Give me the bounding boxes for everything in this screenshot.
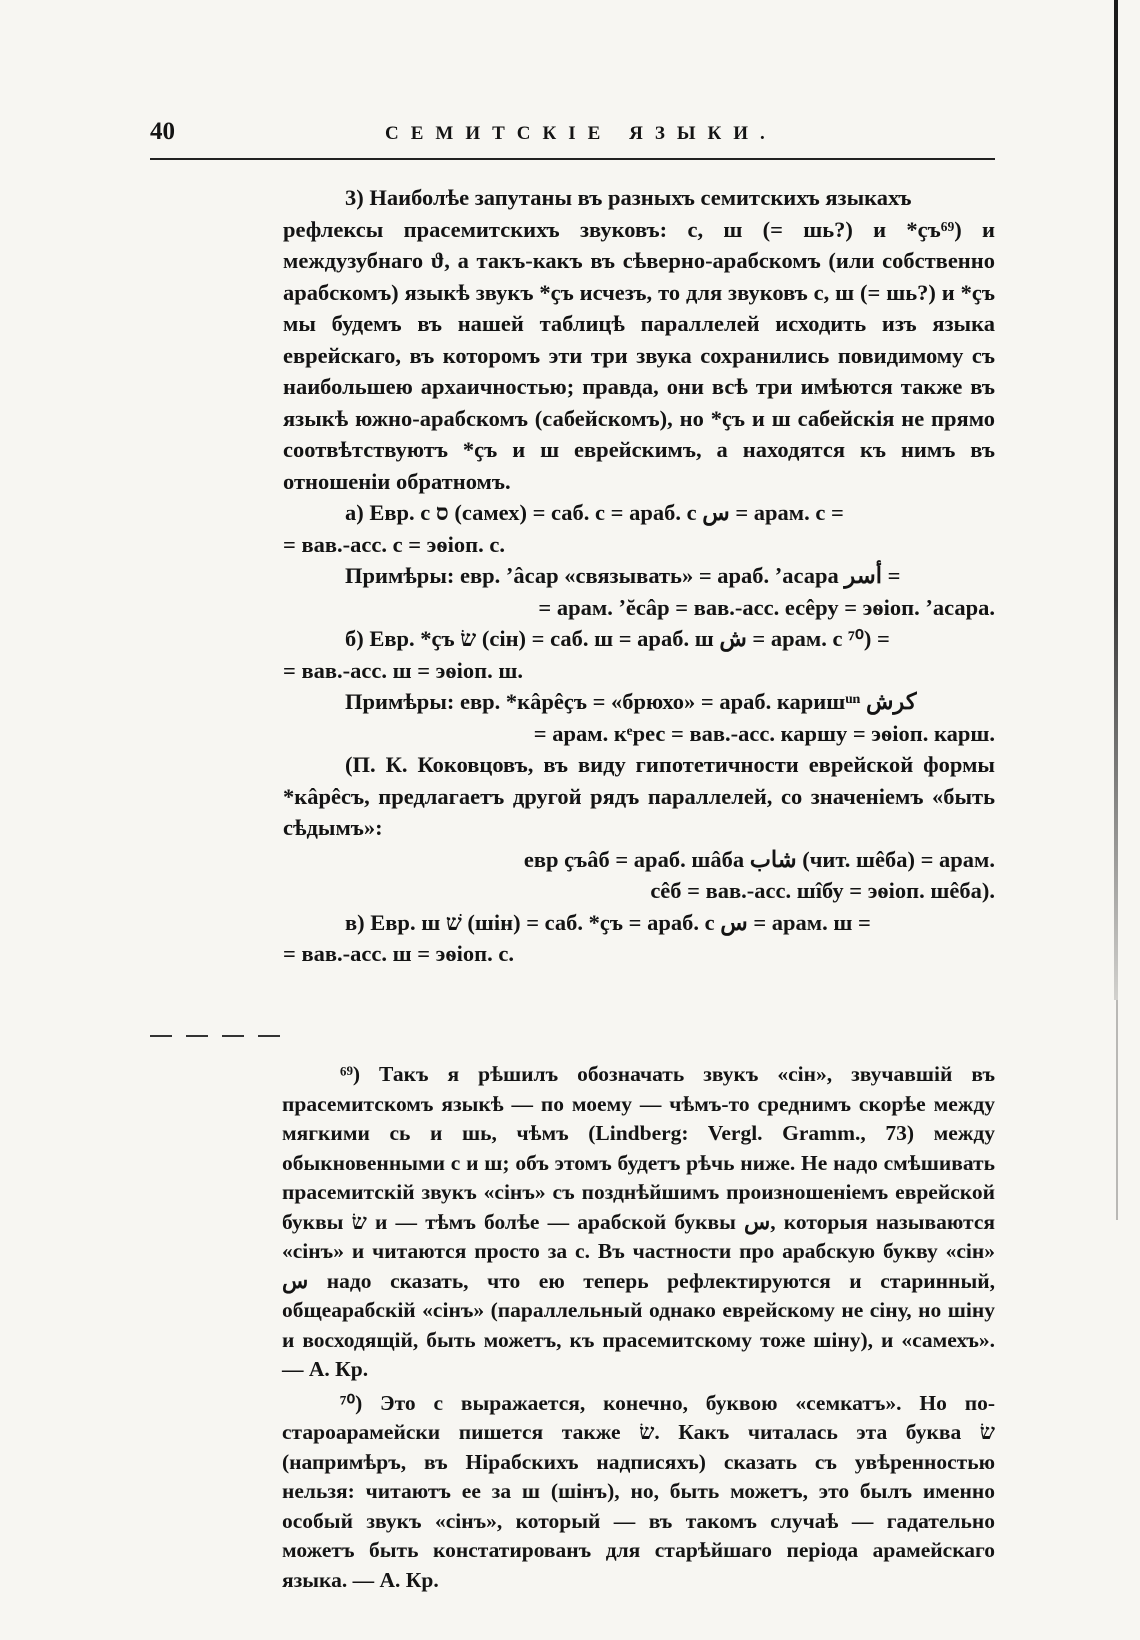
item-b-cont: = вав.-асс. ш = эѳіоп. ш. <box>283 657 523 683</box>
item-c: в) Евр. ш שׁ (шін) = саб. *ҫъ = араб. с س = арам. ш = <box>345 909 871 935</box>
kokovtsov-note-line3: сêб = вав.-асс. шîбу = эѳіоп. шêба). <box>650 878 995 903</box>
item-a-example: Примѣры: евр. ʼâсар «связывать» = араб. ʼасара أسر = <box>345 563 901 588</box>
item-b: б) Евр. *ҫъ שׂ (сін) = саб. ш = араб. ш ش = арам. с ⁷⁰) = <box>345 626 890 651</box>
scan-edge-shadow <box>1114 0 1118 1000</box>
scan-edge-shadow-lower <box>1116 1000 1118 1220</box>
page-header <box>150 118 995 152</box>
footnote-69: ⁶⁹) Такъ я рѣшилъ обозначать звукъ «сін», звучавшій въ прасемитскомъ языкѣ — по моему — чѣмъ-то среднимъ скорѣе между мягкими сь и шь, чѣмъ (Lindberg: Vergl. Gramm., 73) между обыкновенными с и ш; объ этомъ будетъ рѣчь ниже. Не надо смѣшивать прасемитскій звукъ «сінъ» съ позднѣйшимъ произношеніемъ еврейской буквы שׂ и — тѣмъ болѣе — арабской буквы س, которыя называются «сінъ» и читаются просто за с. Въ частности про арабскую букву «сін» س надо сказать, что ею теперь рефлектируются и старинный, общеарабскій «сінъ» (параллельный однако еврейскому не сіну, но шіну и восходящій, быть можетъ, къ прасемитскому тоже шіну), и «самехъ». — А. Кр. <box>282 1062 995 1381</box>
footnote-separator <box>150 1035 280 1037</box>
footnote-70: ⁷⁰) Это с выражается, конечно, буквою «семкатъ». Но по-староарамейски пишется также שׂ. Какъ читалась эта буква שׂ (напримѣръ, въ Нірабскихъ надписяхъ) сказать съ увѣренностью нельзя: читаютъ ее за ш (шінъ), но, быть можетъ, это былъ именно особый звукъ «сінъ», который — въ такомъ случаѣ — гадательно можетъ быть констатированъ для старѣйшаго періода арамейскаго языка. — А. Кр. <box>282 1390 996 1592</box>
header-rule <box>150 158 995 160</box>
page-number: 40 <box>150 118 175 145</box>
paragraph-3-body: рефлексы прасемитскихъ звуковъ: с, ш (= шь?) и *ҫъ⁶⁹) и междузубнаго ϑ, а такъ-какъ въ сѣверно-арабскомъ (или собственно арабскомъ) языкѣ звукъ *ҫъ исчезъ, то для звуковъ с, ш (= шь?) и *ҫъ мы будемъ въ нашей таблицѣ параллелей исходить изъ языка еврейскаго, въ которомъ эти три звука сохранились повидимому съ наибольшею архаичностью; правда, они всѣ три имѣются также въ языкѣ южно-арабскомъ (сабейскомъ), но *ҫъ и ш сабейскія не прямо соотвѣтствуютъ *ҫъ и ш еврейскимъ, а находятся къ нимъ въ отношеніи обратномъ. <box>283 216 995 494</box>
item-a: а) Евр. с ס (самех) = саб. с = араб. с س = арам. с = <box>345 500 844 525</box>
item-a-example-cont: = арам. ʼĕсâр = вав.-асс. есêру = эѳіоп. ʼасара. <box>538 594 995 620</box>
item-c-cont: = вав.-асс. ш = эѳіоп. с. <box>283 941 514 966</box>
running-title: СЕМИТСКІЕ ЯЗЫКИ. <box>385 123 777 144</box>
footnotes <box>282 1060 995 1599</box>
kokovtsov-note-line2: евр ҫъâб = араб. шâба شاب (чит. шêба) = арам. <box>523 846 995 872</box>
item-b-example: Примѣры: евр. *кâрêҫъ = «брюхо» = араб. каришᵘⁿ كرش <box>345 689 917 714</box>
kokovtsov-note: (П. К. Коковцовъ, въ виду гипотетичности еврейской формы *кâрêсъ, предлагаетъ другой рядъ параллелей, со значеніемъ «быть сѣдымъ»: <box>283 752 995 840</box>
main-text <box>283 182 995 970</box>
paragraph-3-lead: 3) Наиболѣе запутаны въ разныхъ семитскихъ языкахъ <box>345 185 912 210</box>
item-b-example-cont: = арам. кᵉрес = вав.-асс. каршу = эѳіоп. карш. <box>533 720 995 746</box>
item-a-cont: = вав.-асс. с = эѳіоп. с. <box>283 531 505 557</box>
